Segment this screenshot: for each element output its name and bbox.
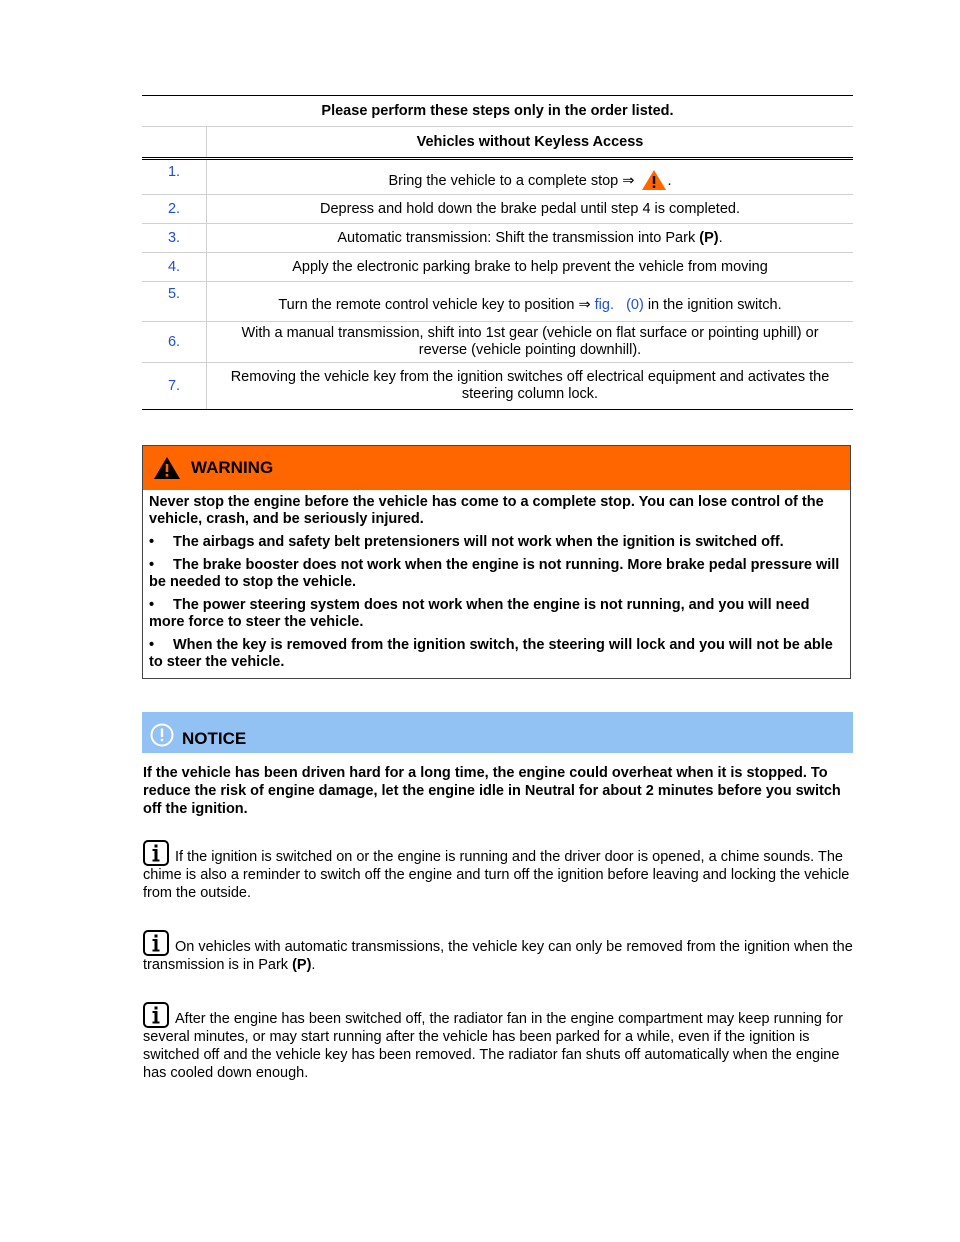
notice-header (142, 712, 853, 753)
step-number: 6. (142, 322, 207, 363)
info-icon (143, 1002, 169, 1028)
warning-header (143, 446, 850, 490)
warning-triangle-icon (641, 169, 667, 191)
step-text: With a manual transmission, shift into 1st gear (vehicle on flat surface or pointing uphill) or reverse (vehicle pointing downhill). (207, 322, 854, 363)
table-row: 5. Turn the remote control vehicle key to position ⇒ fig. (0) in the ignition switch. (142, 282, 853, 322)
notice-text: If the vehicle has been driven hard for a long time, the engine could overheat when it is stopped. To reduce the risk of engine damage, let the engine idle in Neutral for about 2 minutes before you switch off the ignition. (143, 765, 841, 817)
info-note: On vehicles with automatic transmissions, the vehicle key can only be removed from the ignition when the transmission is in Park (P). (143, 930, 855, 974)
info-text: If the ignition is switched on or the engine is running and the driver door is opened, a chime sounds. The chime is also a reminder to switch off the engine and turn off the ignition before leaving and locking the vehicle from the outside. (143, 849, 850, 901)
info-icon (143, 840, 169, 866)
warning-title: WARNING (191, 458, 274, 477)
step-text: Bring the vehicle to a complete stop ⇒ (388, 173, 635, 189)
list-item: • The power steering system does not work when the engine is not running, and you will need more force to steer the vehicle. (149, 597, 810, 630)
list-item: • When the key is removed from the ignition switch, the steering will lock and you will not be able to steer the vehicle. (149, 637, 833, 670)
step-number: 2. (142, 195, 207, 224)
table-row (142, 253, 853, 282)
list-item: • The airbags and safety belt pretensioners will not work when the ignition is switched off. (149, 534, 784, 550)
table-row (142, 195, 853, 224)
table-caption: Please perform these steps only in the order listed. (142, 96, 853, 127)
table-row: 3. Automatic transmission: Shift the transmission into Park (P). (142, 224, 853, 253)
step-number: 7. (142, 363, 207, 410)
step-text: Apply the electronic parking brake to help prevent the vehicle from moving (207, 253, 854, 282)
warning-body (143, 490, 850, 671)
info-text: After the engine has been switched off, the radiator fan in the engine compartment may keep running for several minutes, or may start running after the vehicle has been parked for a while, even if the ignition is switched off and the vehicle key has been removed. The radiator fan shuts off automatically when the engine has cooled down enough. (143, 1011, 843, 1081)
table-row (142, 322, 853, 363)
table-header: Vehicles without Keyless Access (207, 127, 854, 159)
step-text: Removing the vehicle key from the ignition switches off electrical equipment and activates the steering column lock. (207, 363, 854, 410)
step-number: 1. (142, 159, 207, 195)
step-number: 5. (142, 282, 207, 322)
info-note (143, 1002, 855, 1082)
table-row: 1. Bring the vehicle to a complete stop ⇒ . (142, 159, 853, 195)
info-note (143, 840, 855, 902)
exclamation-circle-icon (150, 723, 174, 747)
warning-intro: Never stop the engine before the vehicle has come to a complete stop. You can lose control of the vehicle, crash, and be seriously injured. (149, 494, 824, 527)
warning-triangle-icon (153, 456, 181, 480)
list-item: • The brake booster does not work when the engine is not running. More brake pedal pressure will be needed to stop the vehicle. (149, 557, 840, 590)
gear-label: (P) (699, 229, 719, 246)
step-text: Automatic transmission: Shift the transmission into Park (337, 229, 700, 246)
position-link[interactable]: (0) (626, 297, 644, 313)
step-number: 4. (142, 253, 207, 282)
figure-link[interactable]: fig. (594, 297, 614, 313)
step-text: Turn the remote control vehicle key to position ⇒ (278, 297, 591, 313)
info-text: On vehicles with automatic transmissions, the vehicle key can only be removed from the ignition when the transmission is in Park (143, 939, 853, 973)
header-blank-cell (142, 127, 207, 159)
step-text: Depress and hold down the brake pedal until step 4 is completed. (207, 195, 854, 224)
gear-label: (P) (292, 957, 312, 973)
warning-box (142, 445, 851, 679)
table-row (142, 363, 853, 410)
notice-title: NOTICE (182, 729, 247, 748)
step-number: 3. (142, 224, 207, 253)
steps-table (142, 95, 853, 410)
info-icon (143, 930, 169, 956)
